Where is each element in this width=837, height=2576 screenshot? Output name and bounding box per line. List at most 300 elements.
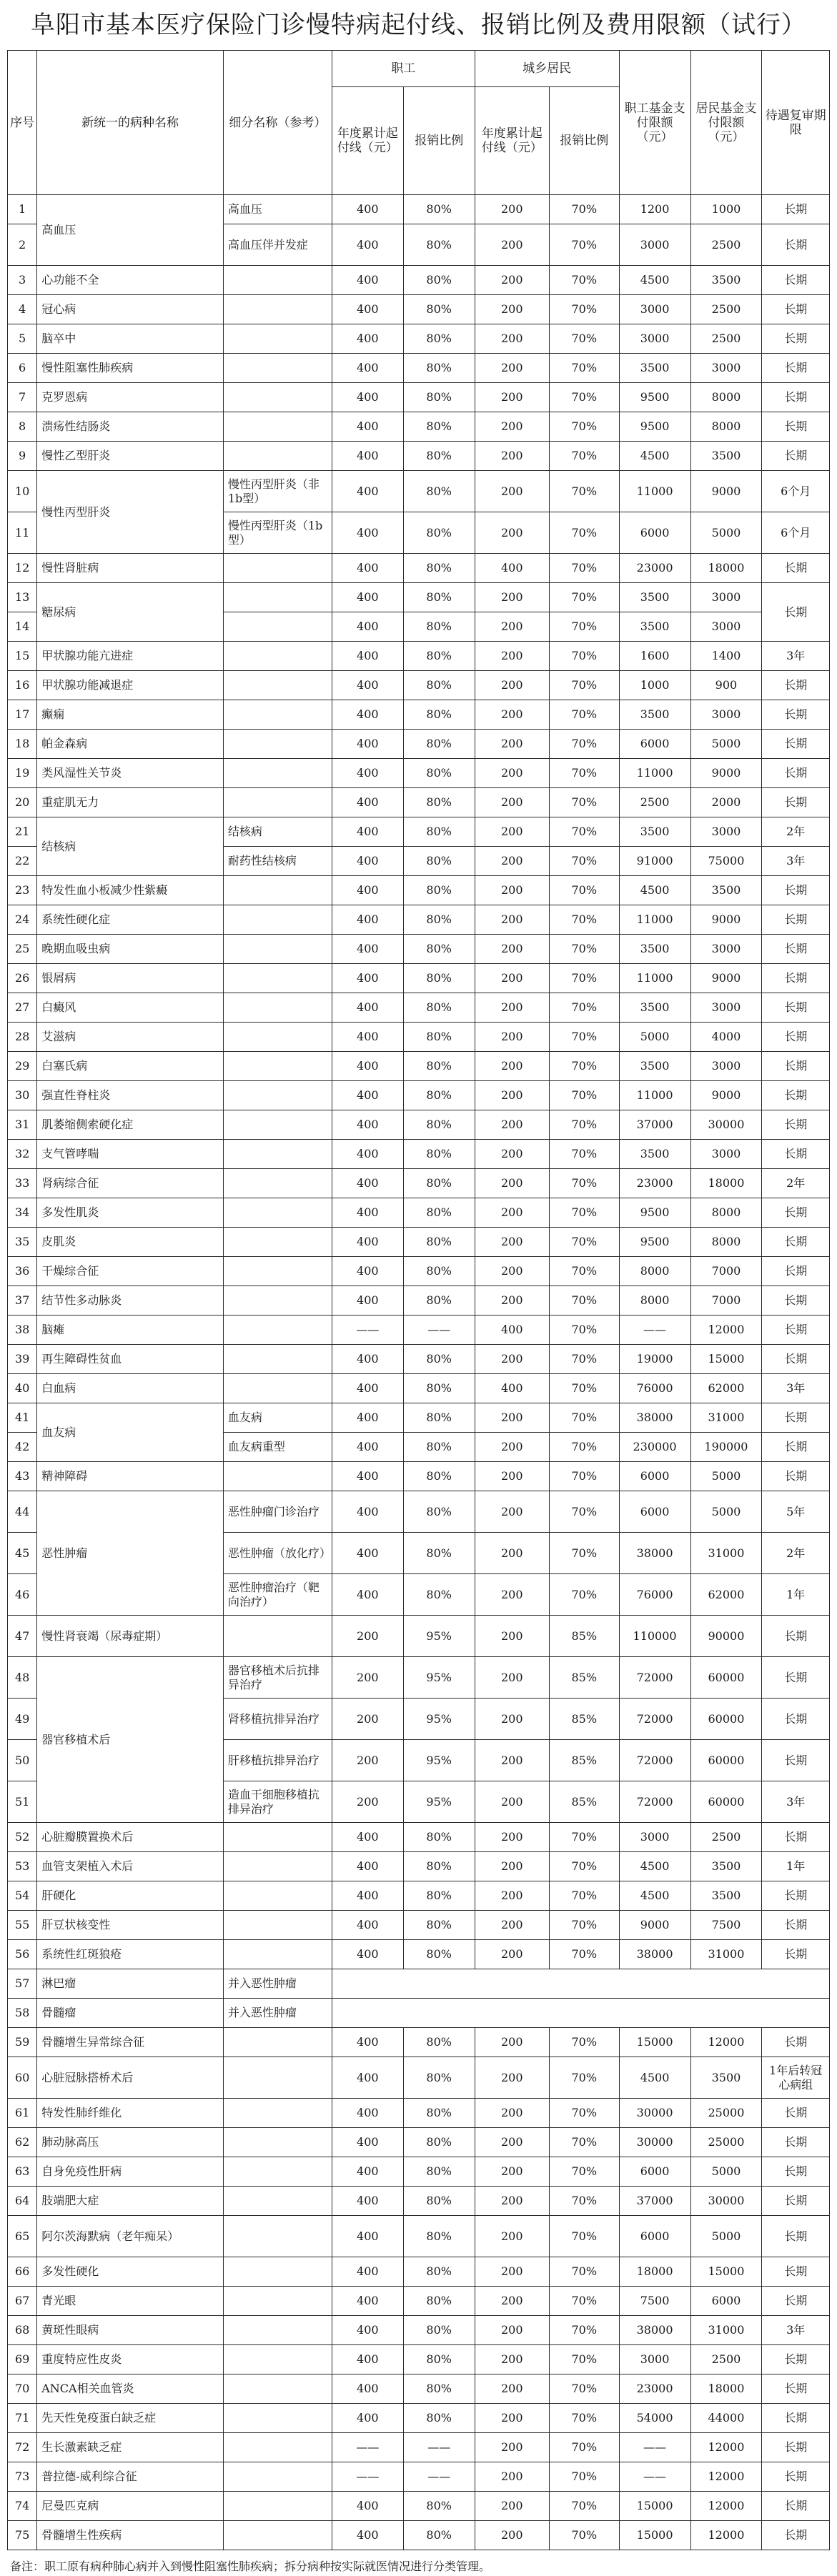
cell-w-limit: 3000 xyxy=(619,224,690,266)
cell-name: 淋巴瘤 xyxy=(37,1969,224,1999)
cell-r-threshold: 200 xyxy=(475,1140,549,1169)
cell-review: 长期 xyxy=(762,1940,830,1969)
table-row xyxy=(8,2057,830,2099)
cell-w-threshold: 400 xyxy=(332,847,403,876)
cell-r-limit: 3500 xyxy=(690,2057,762,2099)
cell-review: 长期 xyxy=(762,2492,830,2521)
cell-w-limit: 4500 xyxy=(619,442,690,471)
cell-sub xyxy=(223,1140,332,1169)
cell-w-threshold: 400 xyxy=(332,1228,403,1257)
cell-seq: 2 xyxy=(8,224,37,266)
cell-w-ratio: 80% xyxy=(403,612,475,642)
cell-review: 长期 xyxy=(762,1911,830,1940)
cell-r-threshold: 200 xyxy=(475,1699,549,1740)
cell-name: 重度特应性皮炎 xyxy=(37,2345,224,2374)
cell-w-ratio: 80% xyxy=(403,354,475,383)
cell-w-limit: 3500 xyxy=(619,993,690,1023)
cell-seq: 7 xyxy=(8,383,37,412)
cell-review: 长期 xyxy=(762,1616,830,1657)
cell-r-ratio: 70% xyxy=(549,2028,619,2057)
cell-w-limit: 3500 xyxy=(619,612,690,642)
cell-w-limit: 2500 xyxy=(619,788,690,817)
cell-r-ratio: 70% xyxy=(549,2057,619,2099)
cell-seq: 18 xyxy=(8,730,37,759)
header-resident-threshold: 年度累计起付线（元） xyxy=(475,87,549,195)
cell-w-threshold: 400 xyxy=(332,2187,403,2216)
table-row xyxy=(8,993,830,1023)
cell-review: 长期 xyxy=(762,412,830,442)
cell-seq: 49 xyxy=(8,1699,37,1740)
cell-r-limit: 3000 xyxy=(690,1140,762,1169)
cell-r-ratio: 70% xyxy=(549,1852,619,1881)
cell-r-limit: 44000 xyxy=(690,2404,762,2433)
cell-review: 长期 xyxy=(762,2257,830,2287)
cell-w-ratio: 80% xyxy=(403,817,475,847)
cell-w-ratio: 80% xyxy=(403,324,475,354)
cell-r-threshold: 200 xyxy=(475,2287,549,2316)
cell-w-limit: 72000 xyxy=(619,1740,690,1781)
cell-sub xyxy=(223,1257,332,1286)
cell-name: 生长激素缺乏症 xyxy=(37,2433,224,2462)
cell-w-ratio: 80% xyxy=(403,1462,475,1491)
cell-w-limit: 91000 xyxy=(619,847,690,876)
cell-w-limit: 18000 xyxy=(619,2257,690,2287)
cell-w-limit: 4500 xyxy=(619,1852,690,1881)
cell-w-threshold: 400 xyxy=(332,1940,403,1969)
cell-seq: 4 xyxy=(8,295,37,324)
cell-name: 自身免疫性肝病 xyxy=(37,2157,224,2187)
cell-sub: 恶性肿瘤门诊治疗 xyxy=(223,1491,332,1533)
table-row xyxy=(8,2099,830,2128)
cell-name: 脑卒中 xyxy=(37,324,224,354)
cell-w-limit: 11000 xyxy=(619,759,690,788)
cell-w-limit: 3000 xyxy=(619,2345,690,2374)
cell-r-limit: 18000 xyxy=(690,2374,762,2404)
cell-w-ratio: 80% xyxy=(403,1110,475,1140)
header-sub-name: 细分名称（参考） xyxy=(223,51,332,195)
cell-review: 长期 xyxy=(762,1433,830,1462)
cell-w-ratio: 80% xyxy=(403,2404,475,2433)
cell-review: 2年 xyxy=(762,1533,830,1574)
cell-r-threshold: 200 xyxy=(475,1023,549,1052)
cell-sub xyxy=(223,2157,332,2187)
cell-seq: 51 xyxy=(8,1781,37,1823)
cell-r-limit: 8000 xyxy=(690,1228,762,1257)
cell-name: 晚期血吸虫病 xyxy=(37,935,224,964)
table-row xyxy=(8,1052,830,1081)
table-row xyxy=(8,1462,830,1491)
cell-w-ratio: 80% xyxy=(403,1433,475,1462)
cell-w-limit: 6000 xyxy=(619,1462,690,1491)
cell-r-limit: 5000 xyxy=(690,1491,762,1533)
cell-w-threshold: 200 xyxy=(332,1657,403,1699)
cell-w-limit: 4500 xyxy=(619,876,690,905)
cell-w-limit: 4500 xyxy=(619,266,690,295)
cell-sub xyxy=(223,993,332,1023)
table-row xyxy=(8,1257,830,1286)
cell-review: 长期 xyxy=(762,2187,830,2216)
cell-sub xyxy=(223,1881,332,1911)
table-row xyxy=(8,266,830,295)
cell-seq: 10 xyxy=(8,471,37,512)
cell-w-threshold: 400 xyxy=(332,354,403,383)
cell-w-threshold: 400 xyxy=(332,671,403,700)
cell-r-threshold: 200 xyxy=(475,759,549,788)
cell-w-ratio: 80% xyxy=(403,1533,475,1574)
cell-review: 长期 xyxy=(762,788,830,817)
cell-seq: 1 xyxy=(8,195,37,224)
cell-review: 长期 xyxy=(762,354,830,383)
cell-name: 白血病 xyxy=(37,1374,224,1403)
cell-review: 长期 xyxy=(762,1823,830,1852)
cell-r-limit: 3000 xyxy=(690,612,762,642)
cell-w-threshold: 400 xyxy=(332,2128,403,2157)
cell-w-limit: 9500 xyxy=(619,1198,690,1228)
table-row xyxy=(8,583,830,612)
cell-r-limit: 5000 xyxy=(690,512,762,554)
header-worker-threshold: 年度累计起付线（元） xyxy=(332,87,403,195)
cell-r-ratio: 70% xyxy=(549,2187,619,2216)
cell-sub xyxy=(223,876,332,905)
cell-seq: 27 xyxy=(8,993,37,1023)
cell-r-ratio: 70% xyxy=(549,1257,619,1286)
cell-w-limit: —— xyxy=(619,1316,690,1345)
cell-r-ratio: 70% xyxy=(549,1110,619,1140)
cell-r-threshold: 200 xyxy=(475,2157,549,2187)
cell-name: 心功能不全 xyxy=(37,266,224,295)
cell-w-ratio: 80% xyxy=(403,1140,475,1169)
cell-r-limit: 7000 xyxy=(690,1286,762,1316)
cell-sub xyxy=(223,1616,332,1657)
cell-r-ratio: 70% xyxy=(549,471,619,512)
table-row xyxy=(8,554,830,583)
cell-r-ratio: 70% xyxy=(549,442,619,471)
cell-r-ratio: 70% xyxy=(549,324,619,354)
cell-seq: 74 xyxy=(8,2492,37,2521)
cell-w-threshold: 400 xyxy=(332,1198,403,1228)
cell-seq: 31 xyxy=(8,1110,37,1140)
cell-w-ratio: 80% xyxy=(403,2128,475,2157)
cell-r-limit: 18000 xyxy=(690,554,762,583)
cell-r-limit: 25000 xyxy=(690,2128,762,2157)
cell-w-ratio: 80% xyxy=(403,2492,475,2521)
cell-empty xyxy=(332,1969,829,1999)
cell-seq: 12 xyxy=(8,554,37,583)
cell-r-threshold: 200 xyxy=(475,993,549,1023)
cell-seq: 13 xyxy=(8,583,37,612)
table-row xyxy=(8,1616,830,1657)
cell-w-ratio: 80% xyxy=(403,2157,475,2187)
cell-seq: 53 xyxy=(8,1852,37,1881)
cell-review: 长期 xyxy=(762,1462,830,1491)
cell-review: 长期 xyxy=(762,2128,830,2157)
cell-w-ratio: 80% xyxy=(403,2287,475,2316)
cell-sub xyxy=(223,1316,332,1345)
table-row xyxy=(8,1999,830,2028)
table-row xyxy=(8,1316,830,1345)
cell-review: 长期 xyxy=(762,324,830,354)
table-row xyxy=(8,295,830,324)
cell-sub: 慢性丙型肝炎（非1b型） xyxy=(223,471,332,512)
cell-r-limit: 8000 xyxy=(690,383,762,412)
cell-w-ratio: 80% xyxy=(403,1823,475,1852)
cell-name: ANCA相关血管炎 xyxy=(37,2374,224,2404)
cell-r-ratio: 70% xyxy=(549,195,619,224)
cell-w-limit: 3000 xyxy=(619,295,690,324)
cell-r-threshold: 200 xyxy=(475,1228,549,1257)
table-row xyxy=(8,1374,830,1403)
cell-r-limit: 3000 xyxy=(690,700,762,730)
cell-w-ratio: 80% xyxy=(403,1198,475,1228)
cell-sub: 血友病重型 xyxy=(223,1433,332,1462)
cell-sub xyxy=(223,1374,332,1403)
cell-sub xyxy=(223,2128,332,2157)
cell-name: 多发性肌炎 xyxy=(37,1198,224,1228)
cell-seq: 37 xyxy=(8,1286,37,1316)
cell-r-ratio: 70% xyxy=(549,1403,619,1433)
cell-seq: 40 xyxy=(8,1374,37,1403)
cell-name: 肝硬化 xyxy=(37,1881,224,1911)
cell-w-limit: 38000 xyxy=(619,1533,690,1574)
cell-w-limit: 4500 xyxy=(619,2057,690,2099)
cell-r-ratio: 70% xyxy=(549,1374,619,1403)
cell-r-limit: 8000 xyxy=(690,412,762,442)
table-row xyxy=(8,1169,830,1198)
cell-seq: 52 xyxy=(8,1823,37,1852)
table-row xyxy=(8,2128,830,2157)
cell-r-limit: 8000 xyxy=(690,1198,762,1228)
cell-w-ratio: 80% xyxy=(403,1940,475,1969)
cell-review: 长期 xyxy=(762,671,830,700)
cell-w-threshold: 400 xyxy=(332,905,403,935)
cell-name: 结节性多动脉炎 xyxy=(37,1286,224,1316)
cell-review: 长期 xyxy=(762,554,830,583)
cell-sub xyxy=(223,412,332,442)
cell-r-limit: 3000 xyxy=(690,817,762,847)
cell-w-ratio: 80% xyxy=(403,583,475,612)
cell-w-limit: 7500 xyxy=(619,2287,690,2316)
table-row xyxy=(8,412,830,442)
cell-w-limit: 23000 xyxy=(619,1169,690,1198)
cell-r-ratio: 70% xyxy=(549,700,619,730)
table-row xyxy=(8,195,830,224)
cell-name: 银屑病 xyxy=(37,964,224,993)
table-row xyxy=(8,324,830,354)
cell-w-limit: 3000 xyxy=(619,1823,690,1852)
cell-r-threshold: 400 xyxy=(475,554,549,583)
cell-seq: 17 xyxy=(8,700,37,730)
cell-seq: 30 xyxy=(8,1081,37,1110)
cell-w-threshold: 400 xyxy=(332,295,403,324)
cell-sub xyxy=(223,788,332,817)
cell-name: 慢性丙型肝炎 xyxy=(37,471,224,554)
cell-seq: 15 xyxy=(8,642,37,671)
cell-name: 慢性肾衰竭（尿毒症期） xyxy=(37,1616,224,1657)
cell-w-limit: 9500 xyxy=(619,412,690,442)
table-row xyxy=(8,1198,830,1228)
table-row xyxy=(8,700,830,730)
cell-sub xyxy=(223,2287,332,2316)
cell-review: 长期 xyxy=(762,2433,830,2462)
cell-r-ratio: 70% xyxy=(549,2345,619,2374)
cell-seq: 65 xyxy=(8,2216,37,2257)
cell-r-ratio: 70% xyxy=(549,730,619,759)
cell-w-threshold: 400 xyxy=(332,1052,403,1081)
cell-w-threshold: 400 xyxy=(332,2374,403,2404)
cell-w-ratio: 80% xyxy=(403,442,475,471)
table-row xyxy=(8,1657,830,1699)
cell-r-limit: 30000 xyxy=(690,2187,762,2216)
cell-w-ratio: 95% xyxy=(403,1699,475,1740)
cell-r-limit: 12000 xyxy=(690,2492,762,2521)
cell-w-threshold: 400 xyxy=(332,817,403,847)
cell-sub xyxy=(223,935,332,964)
cell-name: 癫痫 xyxy=(37,700,224,730)
cell-review: 长期 xyxy=(762,2521,830,2550)
cell-seq: 69 xyxy=(8,2345,37,2374)
cell-seq: 43 xyxy=(8,1462,37,1491)
cell-sub xyxy=(223,1228,332,1257)
cell-r-threshold: 200 xyxy=(475,1081,549,1110)
table-row xyxy=(8,671,830,700)
cell-r-limit: 3000 xyxy=(690,993,762,1023)
cell-r-limit: 62000 xyxy=(690,1374,762,1403)
cell-r-threshold: 200 xyxy=(475,1852,549,1881)
cell-sub xyxy=(223,2521,332,2550)
cell-review: 长期 xyxy=(762,1345,830,1374)
cell-r-threshold: 200 xyxy=(475,1345,549,1374)
cell-w-ratio: 80% xyxy=(403,1491,475,1533)
cell-r-ratio: 70% xyxy=(549,1881,619,1911)
cell-r-threshold: 200 xyxy=(475,2345,549,2374)
cell-review: 长期 xyxy=(762,1140,830,1169)
cell-w-limit: 37000 xyxy=(619,1110,690,1140)
table-row xyxy=(8,2187,830,2216)
cell-name: 皮肌炎 xyxy=(37,1228,224,1257)
cell-seq: 23 xyxy=(8,876,37,905)
cell-r-ratio: 70% xyxy=(549,383,619,412)
cell-sub: 恶性肿瘤（放化疗） xyxy=(223,1533,332,1574)
table-row xyxy=(8,2433,830,2462)
cell-r-threshold: 200 xyxy=(475,1740,549,1781)
cell-r-limit: 3500 xyxy=(690,442,762,471)
cell-r-threshold: 200 xyxy=(475,1169,549,1198)
cell-w-threshold: 400 xyxy=(332,2316,403,2345)
cell-seq: 75 xyxy=(8,2521,37,2550)
cell-review: 长期 xyxy=(762,2374,830,2404)
cell-r-ratio: 85% xyxy=(549,1740,619,1781)
cell-w-ratio: 80% xyxy=(403,383,475,412)
cell-r-threshold: 200 xyxy=(475,2492,549,2521)
table-row xyxy=(8,2492,830,2521)
cell-seq: 62 xyxy=(8,2128,37,2157)
cell-w-ratio: 80% xyxy=(403,2028,475,2057)
cell-name: 心脏瓣膜置换术后 xyxy=(37,1823,224,1852)
cell-sub xyxy=(223,2099,332,2128)
cell-w-threshold: 400 xyxy=(332,2157,403,2187)
cell-r-threshold: 200 xyxy=(475,1491,549,1533)
cell-r-ratio: 70% xyxy=(549,2287,619,2316)
cell-seq: 56 xyxy=(8,1940,37,1969)
cell-seq: 64 xyxy=(8,2187,37,2216)
table-row xyxy=(8,2462,830,2492)
cell-seq: 70 xyxy=(8,2374,37,2404)
cell-name: 恶性肿瘤 xyxy=(37,1491,224,1616)
table-row xyxy=(8,876,830,905)
cell-r-threshold: 200 xyxy=(475,1403,549,1433)
cell-name: 结核病 xyxy=(37,817,224,876)
header-review-period: 待遇复审期限 xyxy=(762,51,830,195)
cell-name: 重症肌无力 xyxy=(37,788,224,817)
cell-w-threshold: —— xyxy=(332,2433,403,2462)
cell-name: 支气管哮喘 xyxy=(37,1140,224,1169)
cell-w-threshold: 400 xyxy=(332,1140,403,1169)
cell-seq: 46 xyxy=(8,1574,37,1616)
cell-review: 长期 xyxy=(762,295,830,324)
cell-w-threshold: 400 xyxy=(332,1403,403,1433)
table-body xyxy=(8,195,830,2550)
cell-name: 特发性血小板减少性紫癜 xyxy=(37,876,224,905)
cell-w-threshold: 400 xyxy=(332,412,403,442)
cell-w-ratio: 80% xyxy=(403,2316,475,2345)
table-row xyxy=(8,817,830,847)
cell-review: 长期 xyxy=(762,1657,830,1699)
cell-r-limit: 7500 xyxy=(690,1911,762,1940)
table-row xyxy=(8,1852,830,1881)
table-row xyxy=(8,642,830,671)
cell-r-limit: 3500 xyxy=(690,266,762,295)
table-row xyxy=(8,2345,830,2374)
cell-w-limit: 15000 xyxy=(619,2028,690,2057)
cell-w-limit: 3500 xyxy=(619,935,690,964)
cell-review: 长期 xyxy=(762,2345,830,2374)
cell-seq: 39 xyxy=(8,1345,37,1374)
cell-r-ratio: 85% xyxy=(549,1657,619,1699)
cell-review: 长期 xyxy=(762,700,830,730)
cell-name: 骨髓瘤 xyxy=(37,1999,224,2028)
cell-w-ratio: 80% xyxy=(403,1081,475,1110)
cell-review: 长期 xyxy=(762,1257,830,1286)
cell-r-ratio: 70% xyxy=(549,1286,619,1316)
cell-w-ratio: 80% xyxy=(403,295,475,324)
cell-r-threshold: 200 xyxy=(475,1940,549,1969)
cell-sub xyxy=(223,1940,332,1969)
cell-w-threshold: 400 xyxy=(332,1574,403,1616)
cell-sub xyxy=(223,2345,332,2374)
cell-w-threshold: 400 xyxy=(332,224,403,266)
cell-w-threshold: 400 xyxy=(332,1374,403,1403)
cell-w-threshold: —— xyxy=(332,2462,403,2492)
cell-sub xyxy=(223,1823,332,1852)
cell-seq: 9 xyxy=(8,442,37,471)
cell-w-ratio: 80% xyxy=(403,1169,475,1198)
cell-w-ratio: 80% xyxy=(403,1403,475,1433)
cell-seq: 59 xyxy=(8,2028,37,2057)
cell-name: 阿尔茨海默病（老年痴呆） xyxy=(37,2216,224,2257)
cell-name: 慢性乙型肝炎 xyxy=(37,442,224,471)
cell-r-threshold: 200 xyxy=(475,2433,549,2462)
cell-name: 精神障碍 xyxy=(37,1462,224,1491)
cell-w-threshold: 400 xyxy=(332,554,403,583)
cell-review: 2年 xyxy=(762,1169,830,1198)
cell-sub xyxy=(223,671,332,700)
cell-r-ratio: 70% xyxy=(549,759,619,788)
cell-r-threshold: 200 xyxy=(475,471,549,512)
cell-w-threshold: 400 xyxy=(332,1433,403,1462)
cell-w-threshold: 400 xyxy=(332,2287,403,2316)
cell-r-limit: 4000 xyxy=(690,1023,762,1052)
cell-sub xyxy=(223,1911,332,1940)
